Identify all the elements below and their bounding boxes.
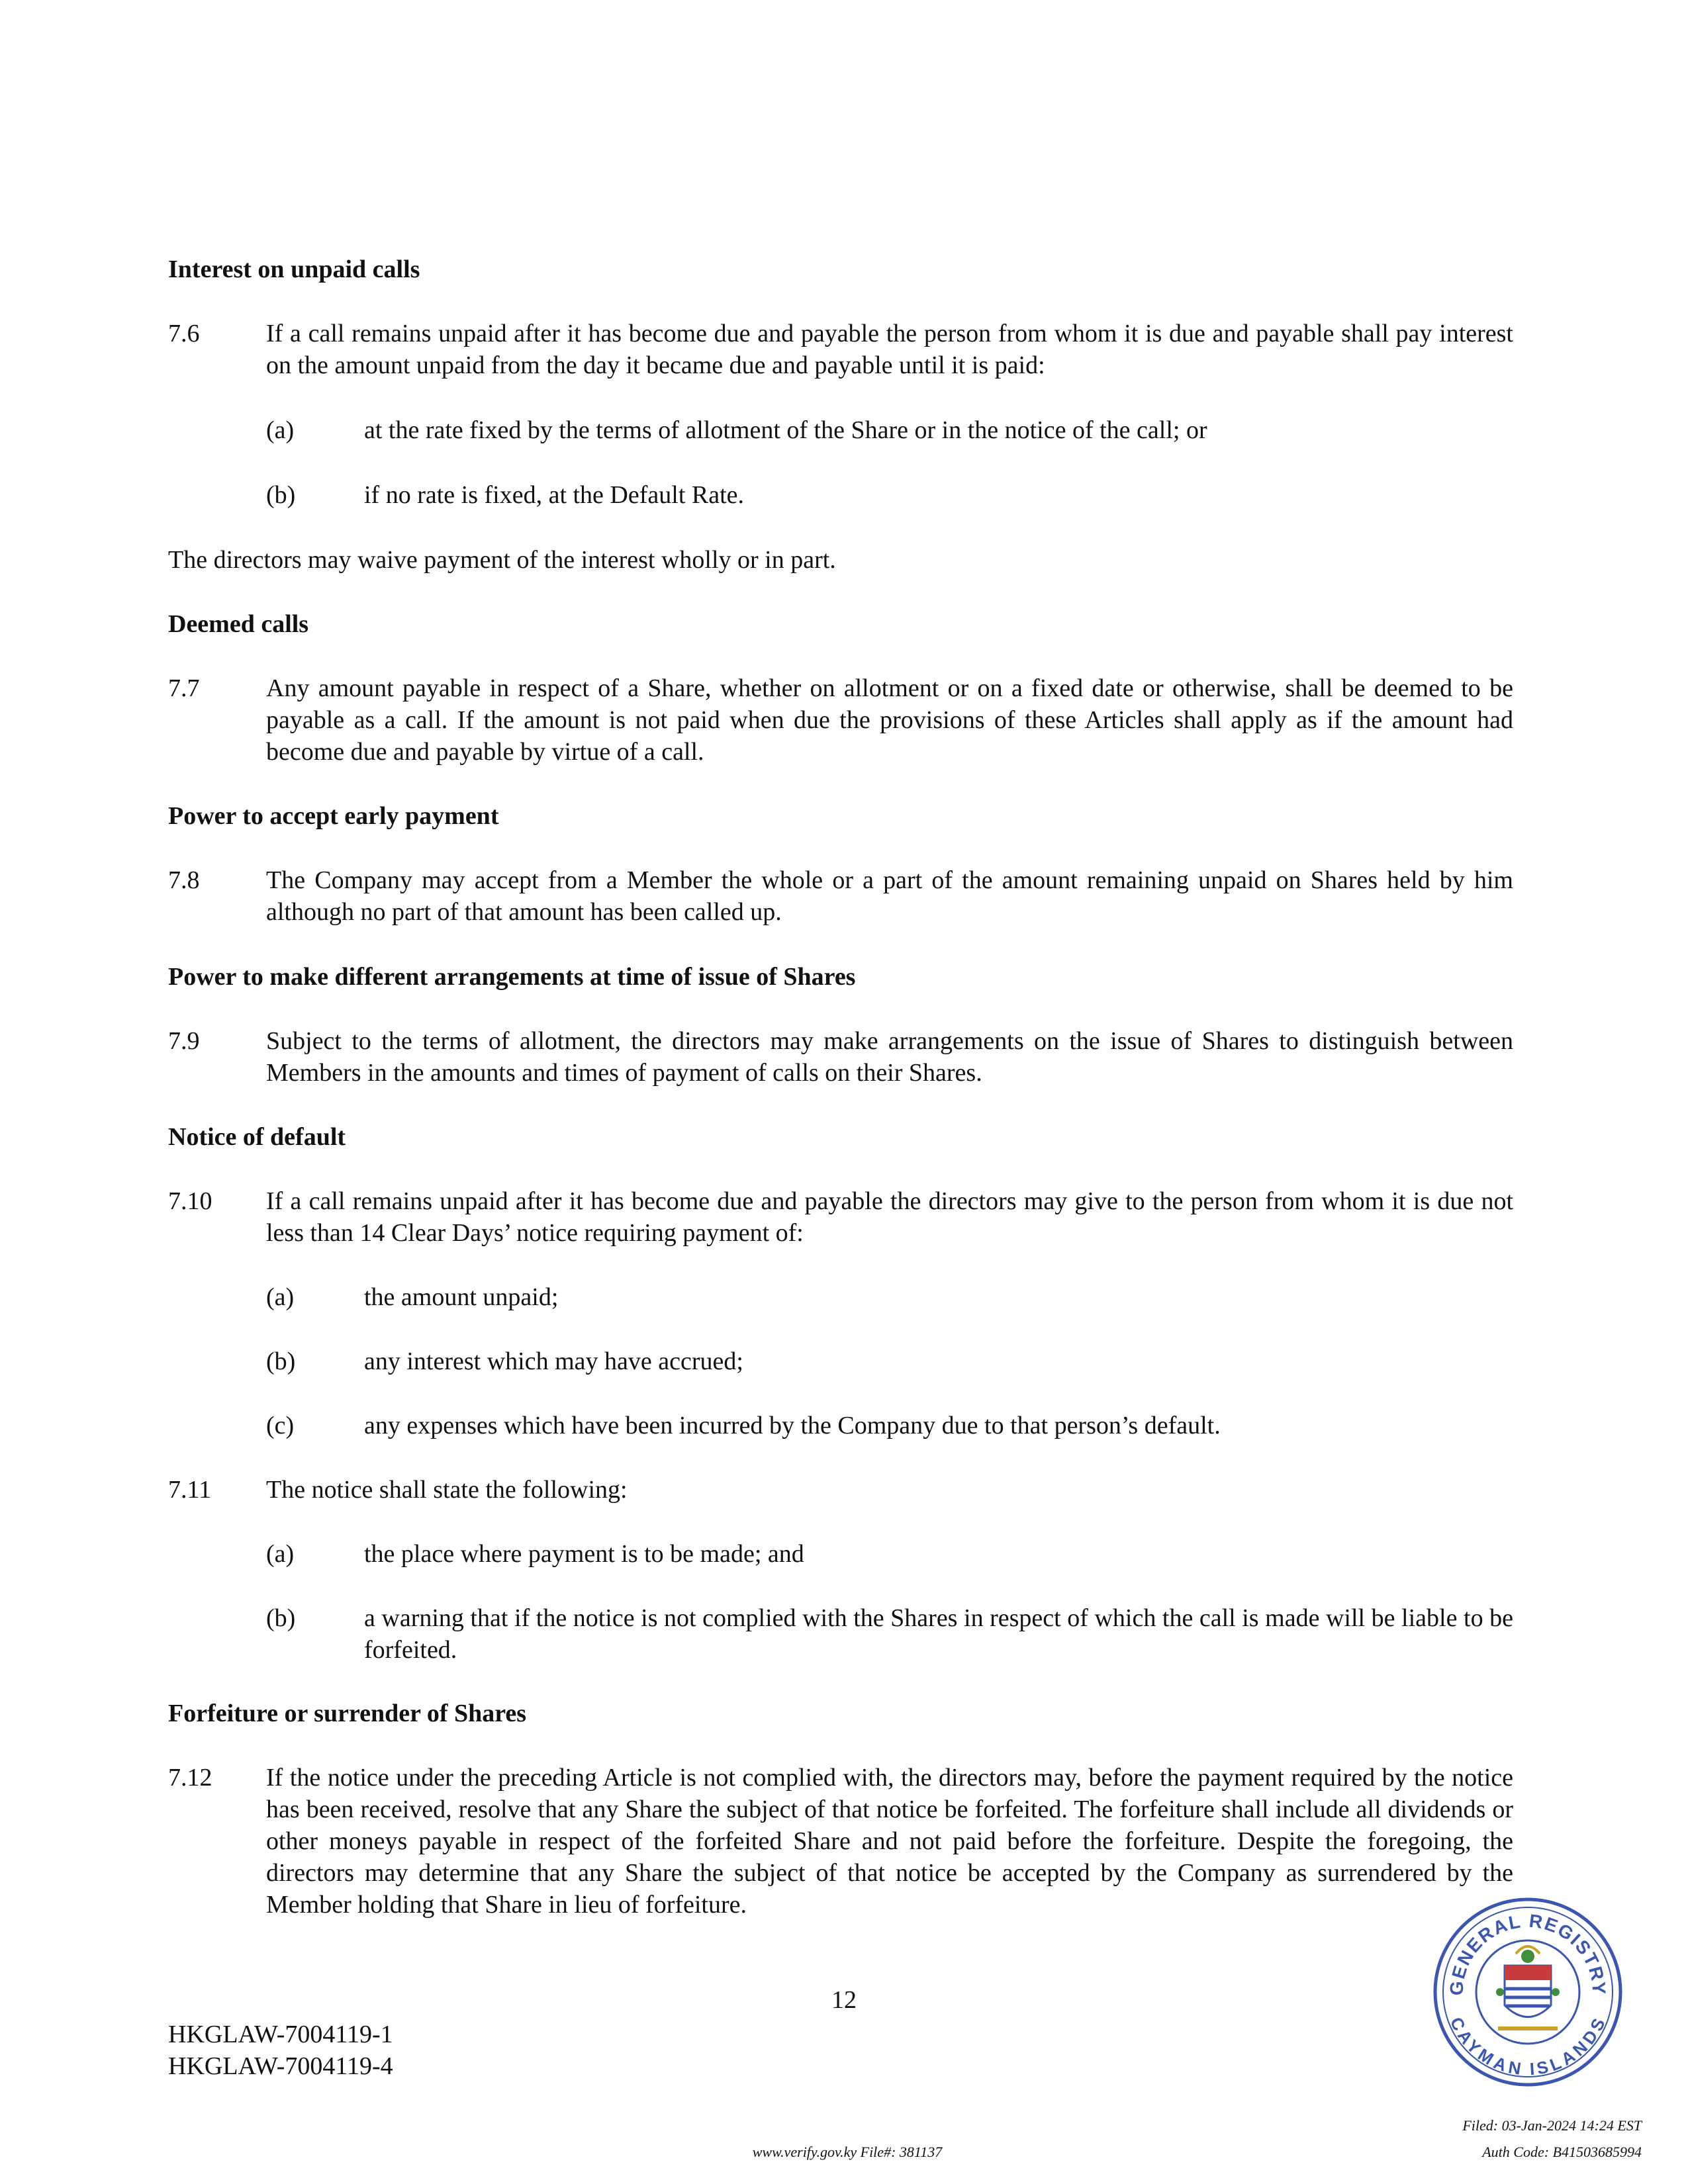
doc-reference: HKGLAW-7004119-4 [168, 2052, 393, 2080]
clause-number: 7.8 [168, 866, 200, 894]
sub-item-text: if no rate is fixed, at the Default Rate. [364, 481, 745, 509]
sub-item-label: (b) [266, 1347, 296, 1375]
sub-item [266, 1602, 1513, 1666]
sub-item-text: the amount unpaid; [364, 1283, 559, 1311]
sub-item-label: (b) [266, 1604, 296, 1632]
clause-text: The notice shall state the following: [266, 1476, 628, 1504]
sub-item-text: the place where payment is to be made; and [364, 1540, 804, 1568]
sub-item-text: at the rate fixed by the terms of allotment of the Share or in the notice of the call; or [364, 416, 1207, 444]
sub-item [266, 414, 1513, 446]
clause-number: 7.10 [168, 1187, 212, 1215]
clause-number: 7.7 [168, 674, 200, 702]
clause-number: 7.6 [168, 320, 200, 347]
page-number: 12 [831, 1986, 857, 2014]
section-heading: Forfeiture or surrender of Shares [168, 1700, 527, 1727]
clause-7-10 [168, 1185, 1513, 1249]
clause-7-7 [168, 672, 1513, 768]
seal-top-text: GENERAL REGISTRY [1446, 1910, 1610, 1997]
clause-text: Subject to the terms of allotment, the directors may make arrangements on the issue of Shares to distinguish between Members in the amounts and times of payment of calls on their Shares. [266, 1027, 1513, 1087]
sub-item-label: (a) [266, 1283, 295, 1311]
filed-stamp: Filed: 03-Jan-2024 14:24 EST [1462, 2117, 1642, 2134]
clause-number: 7.9 [168, 1027, 200, 1055]
clause-text: Any amount payable in respect of a Share, whether on allotment or on a fixed date or otherwise, shall be deemed to be payable as a call. If the amount is not paid when due the provisions of these Articles shall apply as if the amount had become due and payable by virtue of a call. [266, 674, 1513, 766]
sub-item-text: any expenses which have been incurred by the Company due to that person’s default. [364, 1412, 1221, 1439]
sub-item [266, 1281, 1513, 1313]
closing-text: The directors may waive payment of the interest wholly or in part. [168, 546, 836, 574]
verify-line: www.verify.gov.ky File#: 381137 [752, 2144, 943, 2160]
clause-number: 7.11 [168, 1476, 212, 1504]
section-heading: Power to accept early payment [168, 802, 499, 830]
sub-item [266, 479, 1513, 511]
section-heading: Power to make different arrangements at time of issue of Shares [168, 963, 856, 991]
sub-item [266, 1410, 1513, 1441]
doc-reference: HKGLAW-7004119-1 [168, 2021, 393, 2048]
clause-text: If a call remains unpaid after it has become due and payable the person from whom it is due and payable shall pay interest on the amount unpaid from the day it became due and payable until it is paid: [266, 320, 1513, 379]
auth-code: Auth Code: B41503685994 [1482, 2144, 1642, 2160]
sub-item [266, 1345, 1513, 1377]
clause-text: If the notice under the preceding Article is not complied with, the directors may, before the payment required by the notice has been received, resolve that any Share the subject of that notice be forfeited. The forfeiture shall include all dividends or other moneys payable in respect of the forfeited Share and not paid before the forfeiture. Despite the foregoing, the directors may determine that any Share the subject of that notice be accepted by the Company as surrendered by the Member holding that Share in lieu of forfeiture. [266, 1764, 1513, 1919]
sub-item-label: (c) [266, 1412, 295, 1439]
general-registry-seal-icon [1429, 1893, 1627, 2091]
clause-text: If a call remains unpaid after it has become due and payable the directors may give to the person from whom it is due not less than 14 Clear Days’ notice requiring payment of: [266, 1187, 1513, 1247]
sub-item-label: (a) [266, 1540, 295, 1568]
sub-item-label: (a) [266, 416, 295, 444]
sub-item-text: any interest which may have accrued; [364, 1347, 743, 1375]
clause-7-12 [168, 1762, 1513, 1921]
clause-number: 7.12 [168, 1764, 212, 1792]
clause-7-9 [168, 1025, 1513, 1089]
clause-7-6 [168, 318, 1513, 381]
clause-text: The Company may accept from a Member the whole or a part of the amount remaining unpaid on Shares held by him although no part of that amount has been called up. [266, 866, 1513, 926]
sub-item-text: a warning that if the notice is not complied with the Shares in respect of which the call is made will be liable to be forfeited. [364, 1604, 1513, 1664]
sub-item [266, 1538, 1513, 1570]
section-heading: Deemed calls [168, 610, 309, 638]
clause-7-8 [168, 864, 1513, 928]
section-heading: Interest on unpaid calls [168, 255, 420, 283]
section-heading: Notice of default [168, 1123, 346, 1151]
clause-7-11 [168, 1474, 1513, 1506]
seal-bottom-text: CAYMAN ISLANDS [1446, 2014, 1610, 2079]
sub-item-label: (b) [266, 481, 296, 509]
